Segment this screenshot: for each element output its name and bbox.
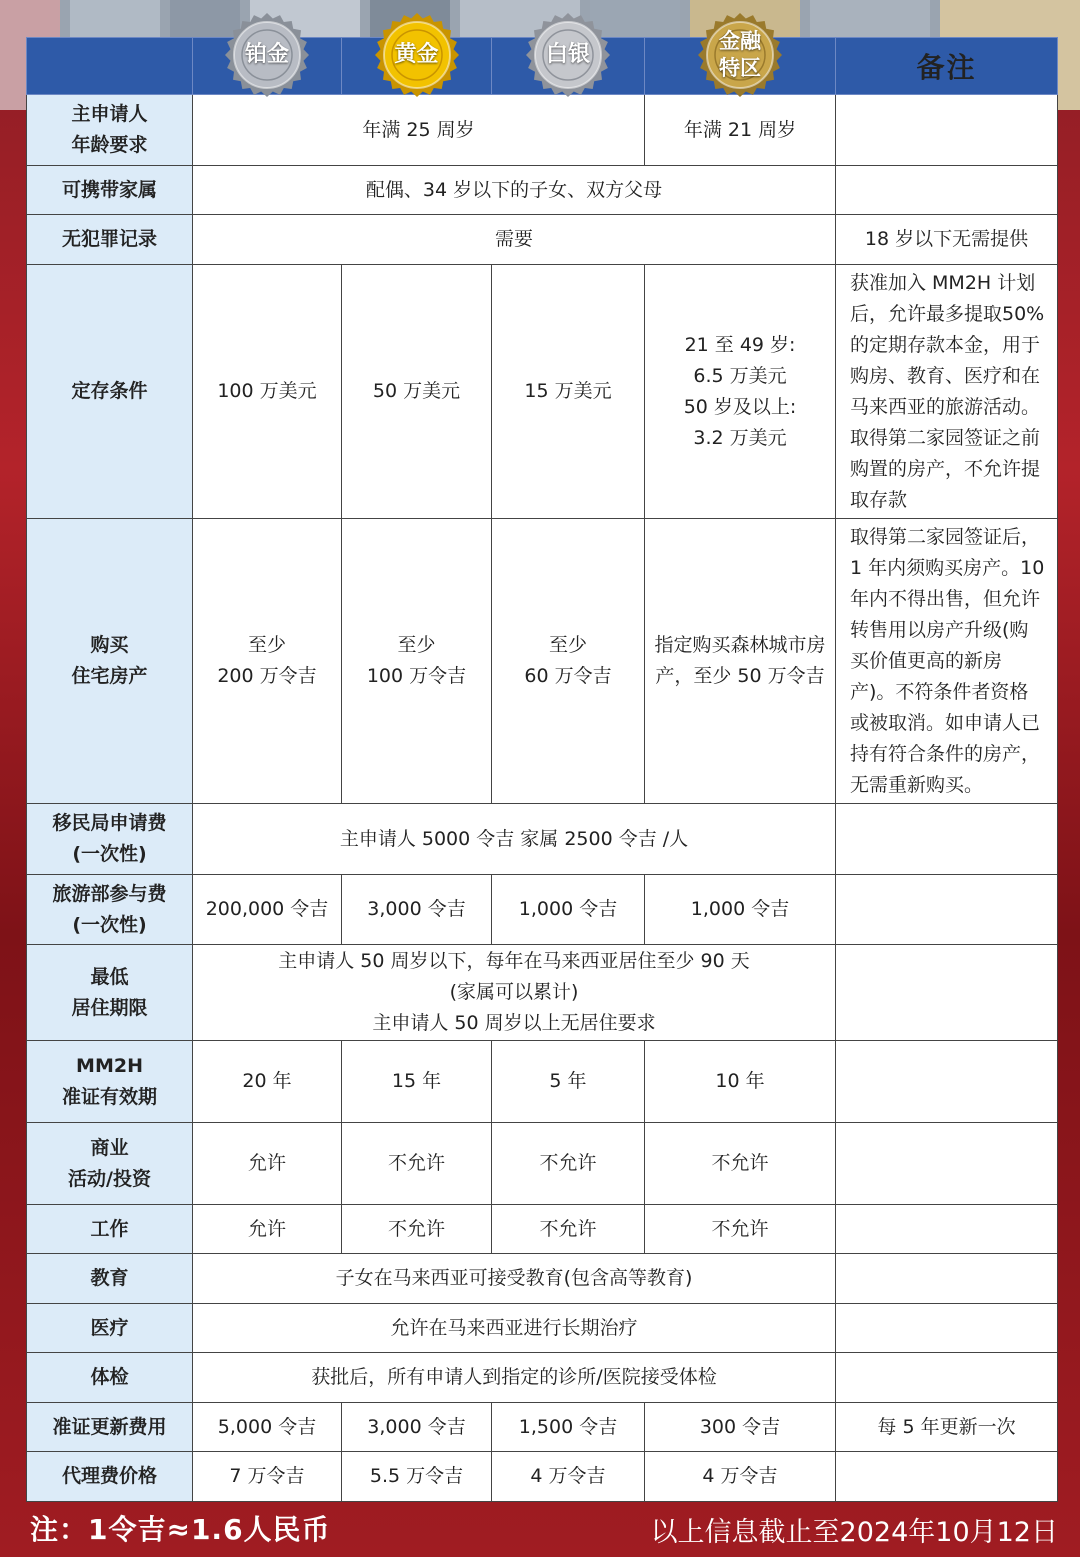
agency-fee-financial-zone: 4 万令吉 — [645, 1452, 836, 1502]
validity-financial-zone: 10 年 — [645, 1041, 836, 1123]
remarks-header: 备注 — [836, 38, 1058, 95]
gold-badge-text-wrap — [374, 12, 460, 98]
checkup-value: 获批后，所有申请人到指定的诊所/医院接受体检 — [193, 1353, 836, 1403]
education-note — [836, 1254, 1058, 1304]
property-silver: 至少 60 万令吉 — [492, 519, 645, 804]
validity-silver: 5 年 — [492, 1041, 645, 1123]
renewal-fee-platinum: 5,000 令吉 — [193, 1403, 342, 1452]
row-label-criminal: 无犯罪记录 — [27, 215, 193, 265]
tier-platinum-header — [193, 38, 342, 95]
mm2h-comparison-table — [26, 29, 1058, 1502]
deposit-note: 获准加入 MM2H 计划后，允许最多提取50%的定期存款本金，用于购房、教育、医疗和在马来西亚的旅游活动。取得第二家园签证之前购置的房产，不允许提取存款 — [836, 265, 1058, 519]
row-label-work: 工作 — [27, 1205, 193, 1254]
renewal-fee-note: 每 5 年更新一次 — [836, 1403, 1058, 1452]
table-row — [27, 1452, 1058, 1502]
property-note: 取得第二家园签证后，1 年内须购买房产。10年内不得出售，但允许转售用以房产升级(购买价值更高的新房产)。不符条件者资格或被取消。如申请人已持有符合条件的房产，无需重新购买。 — [836, 519, 1058, 804]
criminal-note: 18 岁以下无需提供 — [836, 215, 1058, 265]
criminal-value: 需要 — [193, 215, 836, 265]
work-silver: 不允许 — [492, 1205, 645, 1254]
row-label-property: 购买 住宅房产 — [27, 519, 193, 804]
education-value: 子女在马来西亚可接受教育(包含高等教育) — [193, 1254, 836, 1304]
table-row — [27, 166, 1058, 215]
deposit-gold: 50 万美元 — [342, 265, 492, 519]
medical-note — [836, 1304, 1058, 1353]
medical-value: 允许在马来西亚进行长期治疗 — [193, 1304, 836, 1353]
family-note — [836, 166, 1058, 215]
agency-fee-gold: 5.5 万令吉 — [342, 1452, 492, 1502]
table-row — [27, 804, 1058, 875]
header-corner — [27, 38, 193, 95]
row-label-agency-fee: 代理费价格 — [27, 1452, 193, 1502]
tier-financial-zone-label: 金融 特区 — [719, 29, 761, 80]
work-platinum: 允许 — [193, 1205, 342, 1254]
validity-gold: 15 年 — [342, 1041, 492, 1123]
agency-fee-silver: 4 万令吉 — [492, 1452, 645, 1502]
validity-note — [836, 1041, 1058, 1123]
age-note — [836, 95, 1058, 166]
residency-note — [836, 945, 1058, 1041]
age-fin-value: 年满 21 周岁 — [645, 95, 836, 166]
table-row — [27, 95, 1058, 166]
renewal-fee-financial-zone: 300 令吉 — [645, 1403, 836, 1452]
validity-platinum: 20 年 — [193, 1041, 342, 1123]
tourism-fee-note — [836, 875, 1058, 945]
business-financial-zone: 不允许 — [645, 1123, 836, 1205]
row-label-deposit: 定存条件 — [27, 265, 193, 519]
info-date-note: 以上信息截止至2024年10月12日 — [650, 1517, 1058, 1548]
tier-silver-header — [492, 38, 645, 95]
table-row — [27, 1041, 1058, 1123]
exchange-rate-note: 注：1令吉≈1.6人民币 — [30, 1513, 331, 1546]
business-silver: 不允许 — [492, 1123, 645, 1205]
silver-badge-text-wrap — [525, 12, 611, 98]
table-row — [27, 945, 1058, 1041]
work-financial-zone: 不允许 — [645, 1205, 836, 1254]
business-platinum: 允许 — [193, 1123, 342, 1205]
tourism-fee-financial-zone: 1,000 令吉 — [645, 875, 836, 945]
table-row — [27, 1205, 1058, 1254]
table-row — [27, 1304, 1058, 1353]
tier-silver-label: 白银 — [545, 42, 590, 67]
financial-zone-badge-text-wrap — [697, 12, 783, 98]
age-main-value: 年满 25 周岁 — [193, 95, 645, 166]
row-label-business: 商业 活动/投资 — [27, 1123, 193, 1205]
row-label-validity: MM2H 准证有效期 — [27, 1041, 193, 1123]
tourism-fee-gold: 3,000 令吉 — [342, 875, 492, 945]
tier-gold-header — [342, 38, 492, 95]
family-value: 配偶、34 岁以下的子女、双方父母 — [193, 166, 836, 215]
table-row — [27, 1353, 1058, 1403]
row-label-age: 主申请人 年龄要求 — [27, 95, 193, 166]
checkup-note — [836, 1353, 1058, 1403]
deposit-financial-zone: 21 至 49 岁: 6.5 万美元 50 岁及以上: 3.2 万美元 — [645, 265, 836, 519]
row-label-renewal-fee: 准证更新费用 — [27, 1403, 193, 1452]
row-label-tourism-fee: 旅游部参与费 (一次性) — [27, 875, 193, 945]
agency-fee-platinum: 7 万令吉 — [193, 1452, 342, 1502]
work-gold: 不允许 — [342, 1205, 492, 1254]
row-label-education: 教育 — [27, 1254, 193, 1304]
business-note — [836, 1123, 1058, 1205]
table-row — [27, 1403, 1058, 1452]
tier-gold-label: 黄金 — [394, 42, 439, 67]
deposit-platinum: 100 万美元 — [193, 265, 342, 519]
table-row — [27, 519, 1058, 804]
renewal-fee-gold: 3,000 令吉 — [342, 1403, 492, 1452]
tourism-fee-silver: 1,000 令吉 — [492, 875, 645, 945]
row-label-medical: 医疗 — [27, 1304, 193, 1353]
residency-value: 主申请人 50 周岁以下，每年在马来西亚居住至少 90 天 (家属可以累计) 主申请人 50 周岁以上无居住要求 — [193, 945, 836, 1041]
header-row — [27, 38, 1058, 95]
immigration-fee-note — [836, 804, 1058, 875]
deposit-silver: 15 万美元 — [492, 265, 645, 519]
tier-financial-zone-header — [645, 29, 836, 95]
row-label-checkup: 体检 — [27, 1353, 193, 1403]
property-financial-zone: 指定购买森林城市房产，至少 50 万令吉 — [645, 519, 836, 804]
tourism-fee-platinum: 200,000 令吉 — [193, 875, 342, 945]
immigration-fee-value: 主申请人 5000 令吉 家属 2500 令吉 /人 — [193, 804, 836, 875]
row-label-family: 可携带家属 — [27, 166, 193, 215]
row-label-immigration-fee: 移民局申请费 (一次性) — [27, 804, 193, 875]
business-gold: 不允许 — [342, 1123, 492, 1205]
table-row — [27, 1254, 1058, 1304]
table-row — [27, 1123, 1058, 1205]
table-row — [27, 215, 1058, 265]
table-row — [27, 875, 1058, 945]
platinum-badge-text-wrap — [224, 12, 310, 98]
renewal-fee-silver: 1,500 令吉 — [492, 1403, 645, 1452]
property-platinum: 至少 200 万令吉 — [193, 519, 342, 804]
row-label-residency: 最低 居住期限 — [27, 945, 193, 1041]
work-note — [836, 1205, 1058, 1254]
tier-platinum-label: 铂金 — [244, 42, 289, 67]
property-gold: 至少 100 万令吉 — [342, 519, 492, 804]
agency-fee-note — [836, 1452, 1058, 1502]
table-row — [27, 265, 1058, 519]
